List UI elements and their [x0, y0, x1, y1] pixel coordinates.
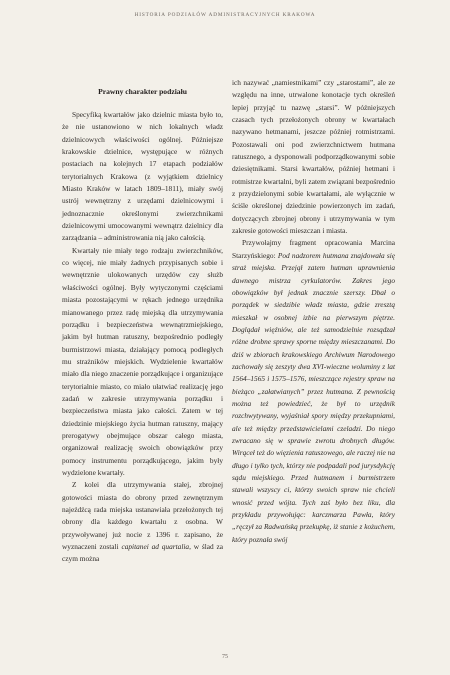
paragraph: [62, 479, 223, 565]
paragraph: [232, 237, 395, 546]
paragraph: Kwartały nie miały tego rodzaju zwierzchników, co więcej, nie miały żadnych przypisanych sobie i wewnętrznie ulokowanych urzędów czy służb właściwości ogólnej. Były wytyczonymi częściami miasta pozostającymi w rękach jednego urzędnika mianowanego przez radę miejską dla utrzymywania porządku i bezpieczeństwa wewnątrzmiejskiego, jakim był hutman ratuszny, bezpośrednio podległy burmistrzowi miasta, działający pomocą podległych mu strażników miejskich. Wydzielenie kwartałów miało dla niego znaczenie porządkujące i organizujące terytorialnie miasto, co miało ułatwiać realizację jego zadań w zakresie utrzymywania porządku i bezpieczeństwa miasta jako całości. Zatem w tej dziedzinie miejskiego życia hutman ratuszny, mający prerogatywy obejmujące obszar całego miasta, organizował realizację swoich obowiązków przy pomocy instrumentu porządkującego, jakim były wydzielone kwartały.: [62, 245, 223, 477]
paragraph-text: Przywołajmy fragment opracowania Marcina Starzyńskiego:: [232, 238, 395, 260]
paragraph: ich nazywać „namiestnikami” czy „starostami”, ale ze względu na inne, utrwalone konotacje tych określeń lepiej przyjąć tu nazwę „starsi”. W późniejszych czasach tych przełożonych obrony w kwartałach nazywano hetmanami, jeszcze później rotmistrzami. Pozostawali oni pod zwierzchnictwem hutmana ratusznego, a dysponowali podporządkowanymi sobie dziesiętnikami. Starsi kwartałów, później hetmani i rotmistrze kwartalni, byli zatem związani bezpośrednio z przydzielonymi sobie kwartałami, ale wyłącznie w ściśle określonej dziedzinie powierzonych im zadań, dotyczących zbrojnej obrony i utrzymywania w tym zakresie gotowości mieszczan i miasta.: [232, 78, 395, 236]
paragraph-text: Z kolei dla utrzymywania stałej, zbrojnej gotowości miasta do obrony przed zewnętrznym najeźdźcą rada miejska ustanawiała przełożonych tej obrony dla każdego kwartału z osobna. W przywoływanej już nocie z 1396 r. zapisano, że wyznaczeni zostali: [62, 480, 223, 552]
page-number: 75: [222, 654, 228, 660]
left-column: [62, 77, 223, 566]
paragraph: Specyfiką kwartałów jako dzielnic miasta było to, że nie ustanowiono w nich lokalnych władz dzielnicowych właściwości ogólnej. Późniejsze krakowskie dzielnice, występujące w różnych postaciach na kolejnych 17 etapach podziałów terytorialnych Krakowa (z wyjątkiem dzielnicy Miasto Kraków w latach 1809–1811), miały swój ustrój wewnętrzny z urzędami dzielnicowymi i jednoznacznie określonymi zwierzchnikami dzielnicowymi umocowanymi wewnątrz dzielnicy dla zarządzania – administrowania nią jako całością.: [62, 110, 223, 243]
section-heading: Prawny charakter podziału: [98, 87, 187, 96]
running-head: HISTORIA PODZIAŁÓW ADMINISTRACYJNYCH KRAKOWA: [134, 12, 316, 18]
latin-term: capitanei ad quartalia: [121, 542, 190, 552]
quotation: Pod nadzorem hutmana znajdowała się straż miejska. Przejął zatem hutman uprawnienia dawnego mistrza cyrkulatorów. Zakres jego obowiązków był jednak znacznie szerszy. Dbał o porządek w siedzibie władz miasta, gdzie zresztą mieszkał w osobnej izbie na pierwszym piętrze. Doglądał więźniów, ale też samodzielnie rozsądzał różne drobne sprawy sporne między mieszczanami. Do dziś w zbiorach krakowskiego Archiwum Narodowego zachowały się zeszyty dwa XVI-wieczne woluminy z lat 1564–1565 i 1575–1576, mieszczące rejestry spraw na bieżąco „załatwianych” przez hutmana. Z pewnością można też powiedzieć, że był to urzędnik rozchwytywany, wyjaśniał spory między przekupniami, ale też między przedstawicielami czeladzi. Do niego zwracano się w sprawie zwrotu drobnych długów. Wirąceł też do więzienia ratuszowego, ale raczej nie na długo i tylko tych, którzy nie podpadali pod jurysdykcję sądu miejskiego. Przed hutmanem i burmistrzem stawali wszyscy ci, którzy swoich spraw nie chcieli wnosić przed wójta. Tych zaś było bez liku, dla przykładu przywołując: karczmarza Pawła, który „ręczył za Radwańską przekupkę, iż stanie z kożuchem, który poznała swój: [232, 250, 395, 544]
right-column: [232, 77, 395, 546]
paragraph-text: , w ślad za czym można: [62, 542, 224, 564]
